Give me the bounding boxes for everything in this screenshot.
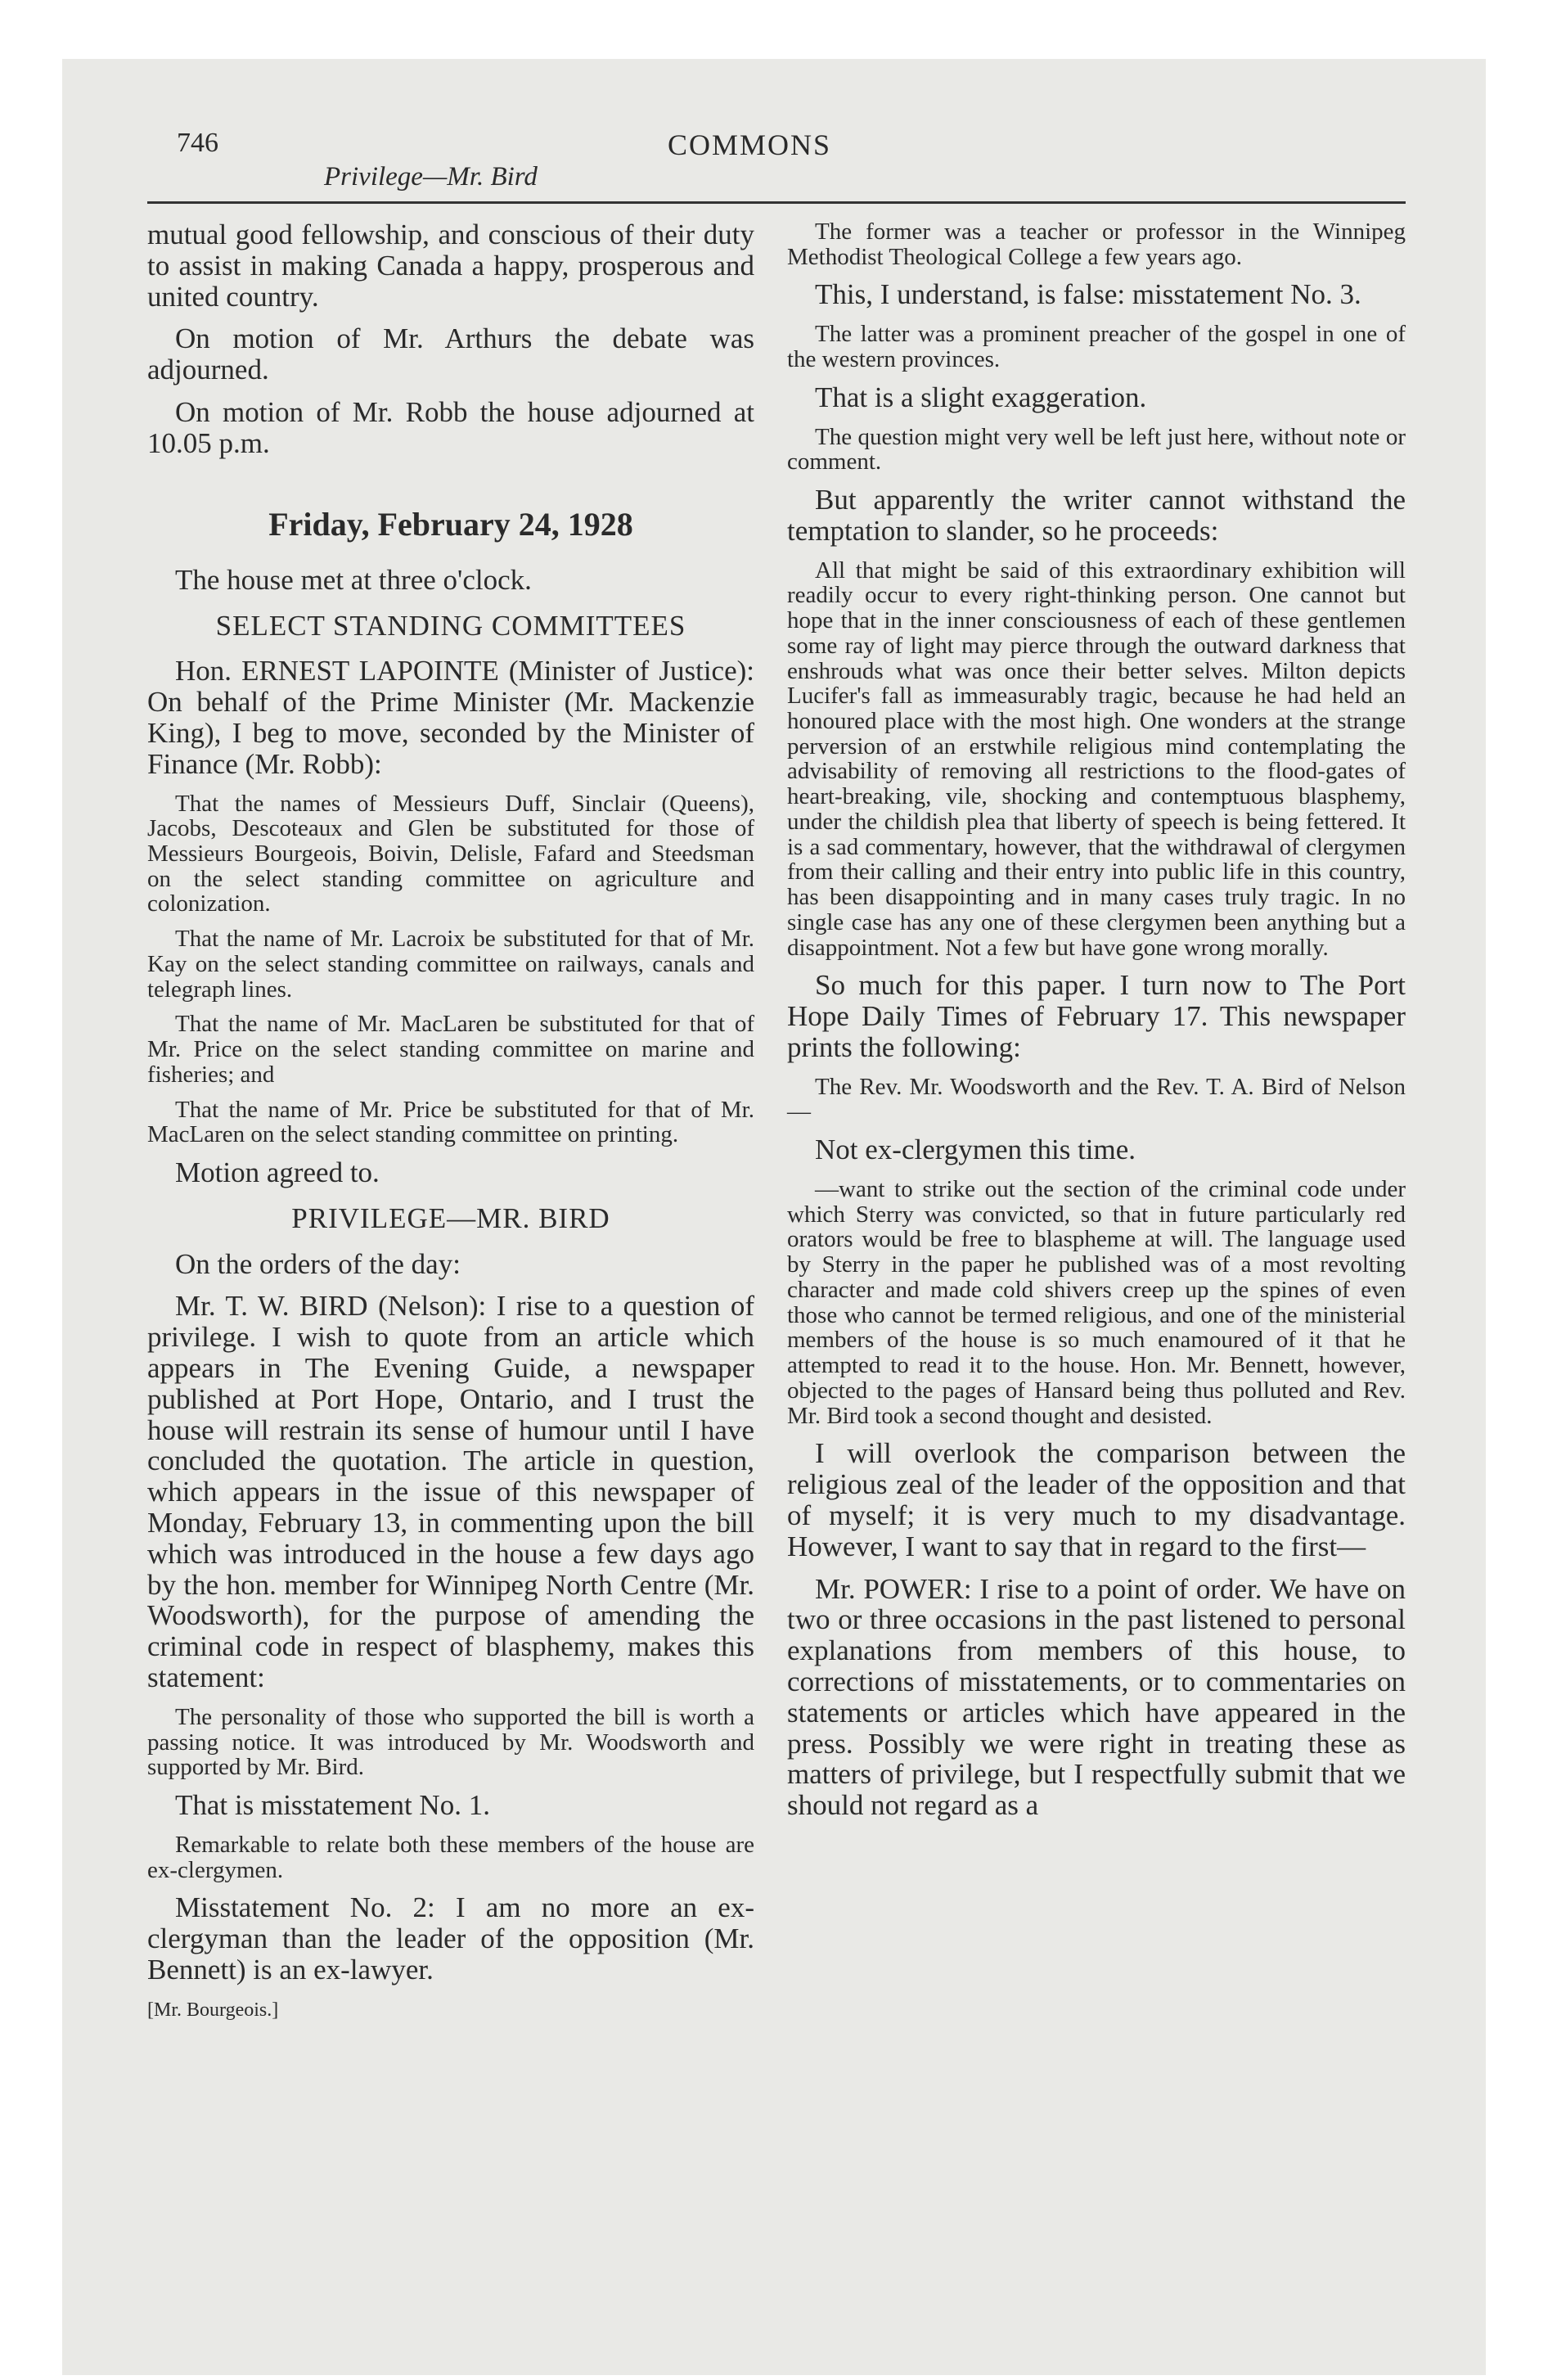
paragraph: The house met at three o'clock. (175, 563, 532, 596)
quoted-paragraph: That the name of Mr. Price be substituted for that of Mr. MacLaren on the select standing committee on printing. (147, 1096, 754, 1148)
paragraph: So much for this paper. I turn now to The Port Hope Daily Times of February 17. This newspaper prints the following: (787, 969, 1406, 1063)
paragraph: Misstatement No. 2: I am no more an ex-clergyman than the leader of the opposition (Mr. Bennett) is an ex-lawyer. (147, 1891, 754, 1986)
paragraph: Mr. POWER: I rise to a point of order. We have on two or three occasions in the past listened to personal explanations from members of this house, to corrections of misstatements, or to commentaries on statements or articles which have appeared in the press. Possibly we were right in treating these as matters of privilege, but I respectfully submit that we should not regard as a (787, 1572, 1406, 1822)
paragraph: But apparently the writer cannot withstand the temptation to slander, so he proceeds: (787, 484, 1406, 547)
paragraph: That is misstatement No. 1. (175, 1789, 490, 1822)
paragraph: On motion of Mr. Arthurs the debate was adjourned. (147, 322, 754, 386)
quoted-paragraph: That the names of Messieurs Duff, Sinclair (Queens), Jacobs, Descoteaux and Glen be substituted for those of Messieurs Bourgeois, Boivin, Delisle, Fafard and Steedsman on the select standing committee on agriculture and colonization. (147, 790, 754, 917)
page-header (177, 128, 1404, 196)
quoted-paragraph: The former was a teacher or professor in the Winnipeg Methodist Theological College a few years ago. (787, 219, 1406, 270)
paragraph: Mr. T. W. BIRD (Nelson): I rise to a question of privilege. I wish to quote from an article which appears in The Evening Guide, a newspaper published at Port Hope, Ontario, and I trust the house will restrain its sense of humour until I have concluded the quotation. The article in question, which appears in the issue of this newspaper of Monday, February 13, in commenting upon the bill which was introduced in the house a few days ago by the hon. member for Winnipeg North Centre (Mr. Woodsworth), for the purpose of amending the criminal code in respect of blasphemy, makes this statement: (147, 1290, 754, 1694)
sitting-date-heading: Friday, February 24, 1928 (268, 505, 633, 543)
quoted-paragraph: Remarkable to relate both these members of the house are ex-clergymen. (147, 1831, 754, 1883)
quoted-paragraph: That the name of Mr. MacLaren be substituted for that of Mr. Price on the select standing committee on marine and fisheries; and (147, 1011, 754, 1088)
section-heading: PRIVILEGE—MR. BIRD (291, 1201, 610, 1234)
left-column (147, 219, 754, 2033)
quoted-paragraph: The question might very well be left just here, without note or comment. (787, 423, 1406, 476)
quoted-paragraph: The latter was a prominent preacher of the gospel in one of the western provinces. (787, 321, 1406, 372)
header-rule (147, 201, 1406, 204)
quoted-paragraph: —want to strike out the section of the criminal code under which Sterry was convicted, so that in future particularly red orators would be free to blaspheme at will. The language used by Sterry in the paper he published was of a most revolting character and made cold shivers creep up the spines of even those who cannot be termed religious, and one of the ministerial members of the house is so much enamoured of it that he attempted to read it to the house. Hon. Mr. Bennett, however, objected to the pages of Hansard being thus polluted and Rev. Mr. Bird took a second thought and desisted. (787, 1176, 1406, 1429)
speaker-reference: [Mr. Bourgeois.] (147, 1999, 279, 2021)
paragraph: This, I understand, is false: misstatement No. 3. (815, 278, 1361, 311)
paragraph: Motion agreed to. (175, 1156, 380, 1189)
section-heading: SELECT STANDING COMMITTEES (215, 609, 686, 642)
paragraph: mutual good fellowship, and conscious of their duty to assist in making Canada a happy, prosperous and united country. (147, 219, 754, 313)
right-column (787, 219, 1406, 1832)
running-head-section: Privilege—Mr. Bird (324, 162, 538, 192)
quoted-paragraph: That the name of Mr. Lacroix be substituted for that of Mr. Kay on the select standing committee on railways, canals and telegraph lines. (147, 926, 754, 1003)
paragraph: Not ex-clergymen this time. (815, 1134, 1136, 1166)
paragraph: Hon. ERNEST LAPOINTE (Minister of Justice): On behalf of the Prime Minister (Mr. Mackenzie King), I beg to move, seconded by the Minister of Finance (Mr. Robb): (147, 655, 754, 780)
quoted-paragraph: The personality of those who supported the bill is worth a passing notice. It was introduced by Mr. Woodsworth and supported by Mr. Bird. (147, 1703, 754, 1781)
paragraph: I will overlook the comparison between the religious zeal of the leader of the opposition and that of myself; it is very much to my disadvantage. However, I want to say that in regard to the first— (787, 1437, 1406, 1562)
quoted-paragraph: All that might be said of this extraordinary exhibition will readily occur to every right-thinking person. One cannot but hope that in the inner consciousness of each of these gentlemen some ray of light may pierce through the outward darkness that enshrouds what was once their better selves. Milton depicts Lucifer's fall as immeasurably tragic, because he had held an honoured place with the most high. One wonders at the strange perversion of an erstwhile religious mind contemplating the advisability of removing all restrictions to the flood-gates of heart-breaking, vile, shocking and contemptuous blasphemy, under the childish plea that liberty of speech is being fettered. It is a sad commentary, however, that the withdrawal of clergymen from their calling and their entry into public life in this country, has been disappointing and in many cases truly tragic. In no single case has any one of these clergymen been anything but a disappointment. Not a few but have gone wrong morally. (787, 557, 1406, 961)
running-head-title: COMMONS (668, 128, 832, 161)
paragraph: That is a slight exaggeration. (815, 381, 1147, 413)
paragraph: On the orders of the day: (175, 1247, 461, 1280)
page-number: 746 (177, 128, 218, 158)
paragraph: On motion of Mr. Robb the house adjourned at 10.05 p.m. (147, 395, 754, 459)
quoted-paragraph: The Rev. Mr. Woodsworth and the Rev. T. A. Bird of Nelson— (787, 1073, 1406, 1125)
